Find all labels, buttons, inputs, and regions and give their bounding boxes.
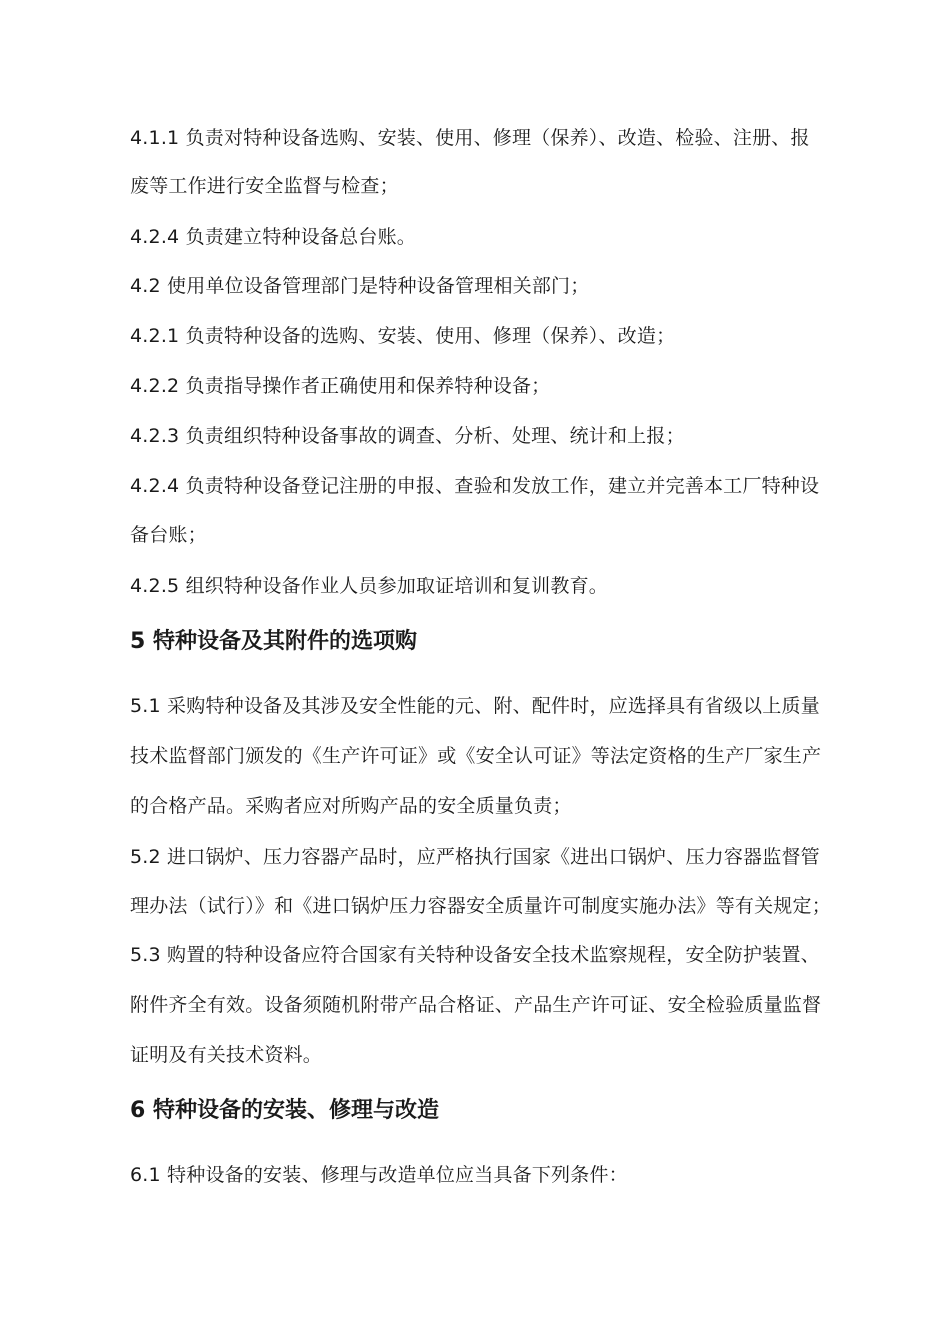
paragraph-line: 4.2.4 负责建立特种设备总台账。	[130, 226, 416, 248]
paragraph-line: 4.2.2 负责指导操作者正确使用和保养特种设备；	[130, 375, 551, 397]
paragraph-line: 附件齐全有效。设备须随机附带产品合格证、产品生产许可证、安全检验质量监督	[130, 994, 822, 1016]
section-heading: 5 特种设备及其附件的选项购	[130, 629, 417, 654]
paragraph-line: 5.3 购置的特种设备应符合国家有关特种设备安全技术监察规程，安全防护装置、	[130, 944, 820, 966]
paragraph-line: 备台账；	[130, 524, 207, 546]
paragraph-line: 4.2.1 负责特种设备的选购、安装、使用、修理（保养）、改造；	[130, 325, 676, 347]
paragraph-line: 4.2.4 负责特种设备登记注册的申报、查验和发放工作，建立并完善本工厂特种设	[130, 475, 820, 497]
paragraph-line: 理办法（试行）》和《进口锅炉压力容器安全质量许可制度实施办法》等有关规定；	[130, 895, 831, 917]
paragraph-line: 5.2 进口锅炉、压力容器产品时，应严格执行国家《进出口锅炉、压力容器监督管	[130, 846, 820, 868]
paragraph-line: 5.1 采购特种设备及其涉及安全性能的元、附、配件时，应选择具有省级以上质量	[130, 695, 820, 717]
paragraph-line: 技术监督部门颁发的《生产许可证》或《安全认可证》等法定资格的生产厂家生产	[130, 745, 822, 767]
paragraph-line: 4.2 使用单位设备管理部门是特种设备管理相关部门；	[130, 275, 590, 297]
paragraph-line: 废等工作进行安全监督与检查；	[130, 175, 399, 197]
paragraph-line: 4.2.3 负责组织特种设备事故的调查、分析、处理、统计和上报；	[130, 425, 685, 447]
paragraph-line: 证明及有关技术资料。	[130, 1044, 323, 1066]
section-heading: 6 特种设备的安装、修理与改造	[130, 1098, 439, 1123]
paragraph-line: 6.1 特种设备的安装、修理与改造单位应当具备下列条件：	[130, 1164, 628, 1186]
paragraph-line: 4.2.5 组织特种设备作业人员参加取证培训和复训教育。	[130, 575, 608, 597]
paragraph-line: 4.1.1 负责对特种设备选购、安装、使用、修理（保养）、改造、检验、注册、报	[130, 127, 810, 149]
paragraph-line: 的合格产品。采购者应对所购产品的安全质量负责；	[130, 795, 572, 817]
